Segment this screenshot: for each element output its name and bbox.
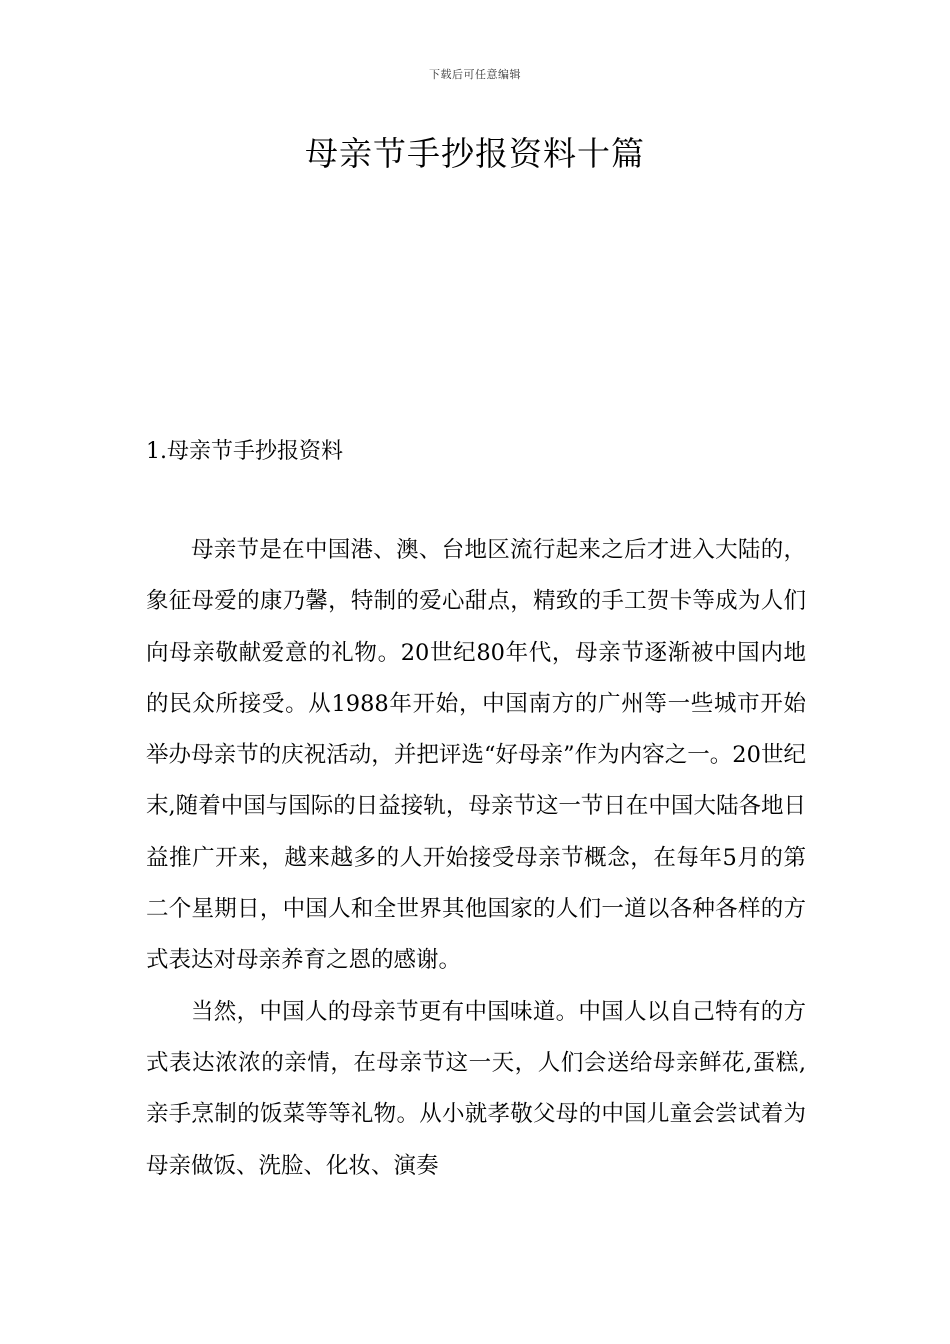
paragraph-2: 当然，中国人的母亲节更有中国味道。中国人以自己特有的方式表达浓浓的亲情，在母亲节这一天，人们会送给母亲鲜花,蛋糕,亲手烹制的饭菜等等礼物。从小就孝敬父母的中国儿童会尝试着为母亲做饭、洗脸、化妆、演奏 (146, 998, 806, 1179)
section-heading: 1.母亲节手抄报资料 (146, 439, 343, 464)
header-note: 下载后可任意编辑 (429, 68, 521, 81)
paragraph-1: 母亲节是在中国港、澳、台地区流行起来之后才进入大陆的，象征母爱的康乃馨，特制的爱心甜点，精致的手工贺卡等成为人们向母亲敬献爱意的礼物。20世纪80年代，母亲节逐渐被中国内地的民众所接受。从1988年开始，中国南方的广州等一些城市开始举办母亲节的庆祝活动，并把评选“好母亲”作为内容之一。20世纪末,随着中国与国际的日益接轨，母亲节这一节日在中国大陆各地日益推广开来，越来越多的人开始接受母亲节概念，在每年5月的第二个星期日，中国人和全世界其他国家的人们一道以各种各样的方式表达对母亲养育之恩的感谢。 (146, 537, 806, 974)
body-text (146, 525, 806, 1192)
document-title: 母亲节手抄报资料十篇 (305, 134, 645, 173)
